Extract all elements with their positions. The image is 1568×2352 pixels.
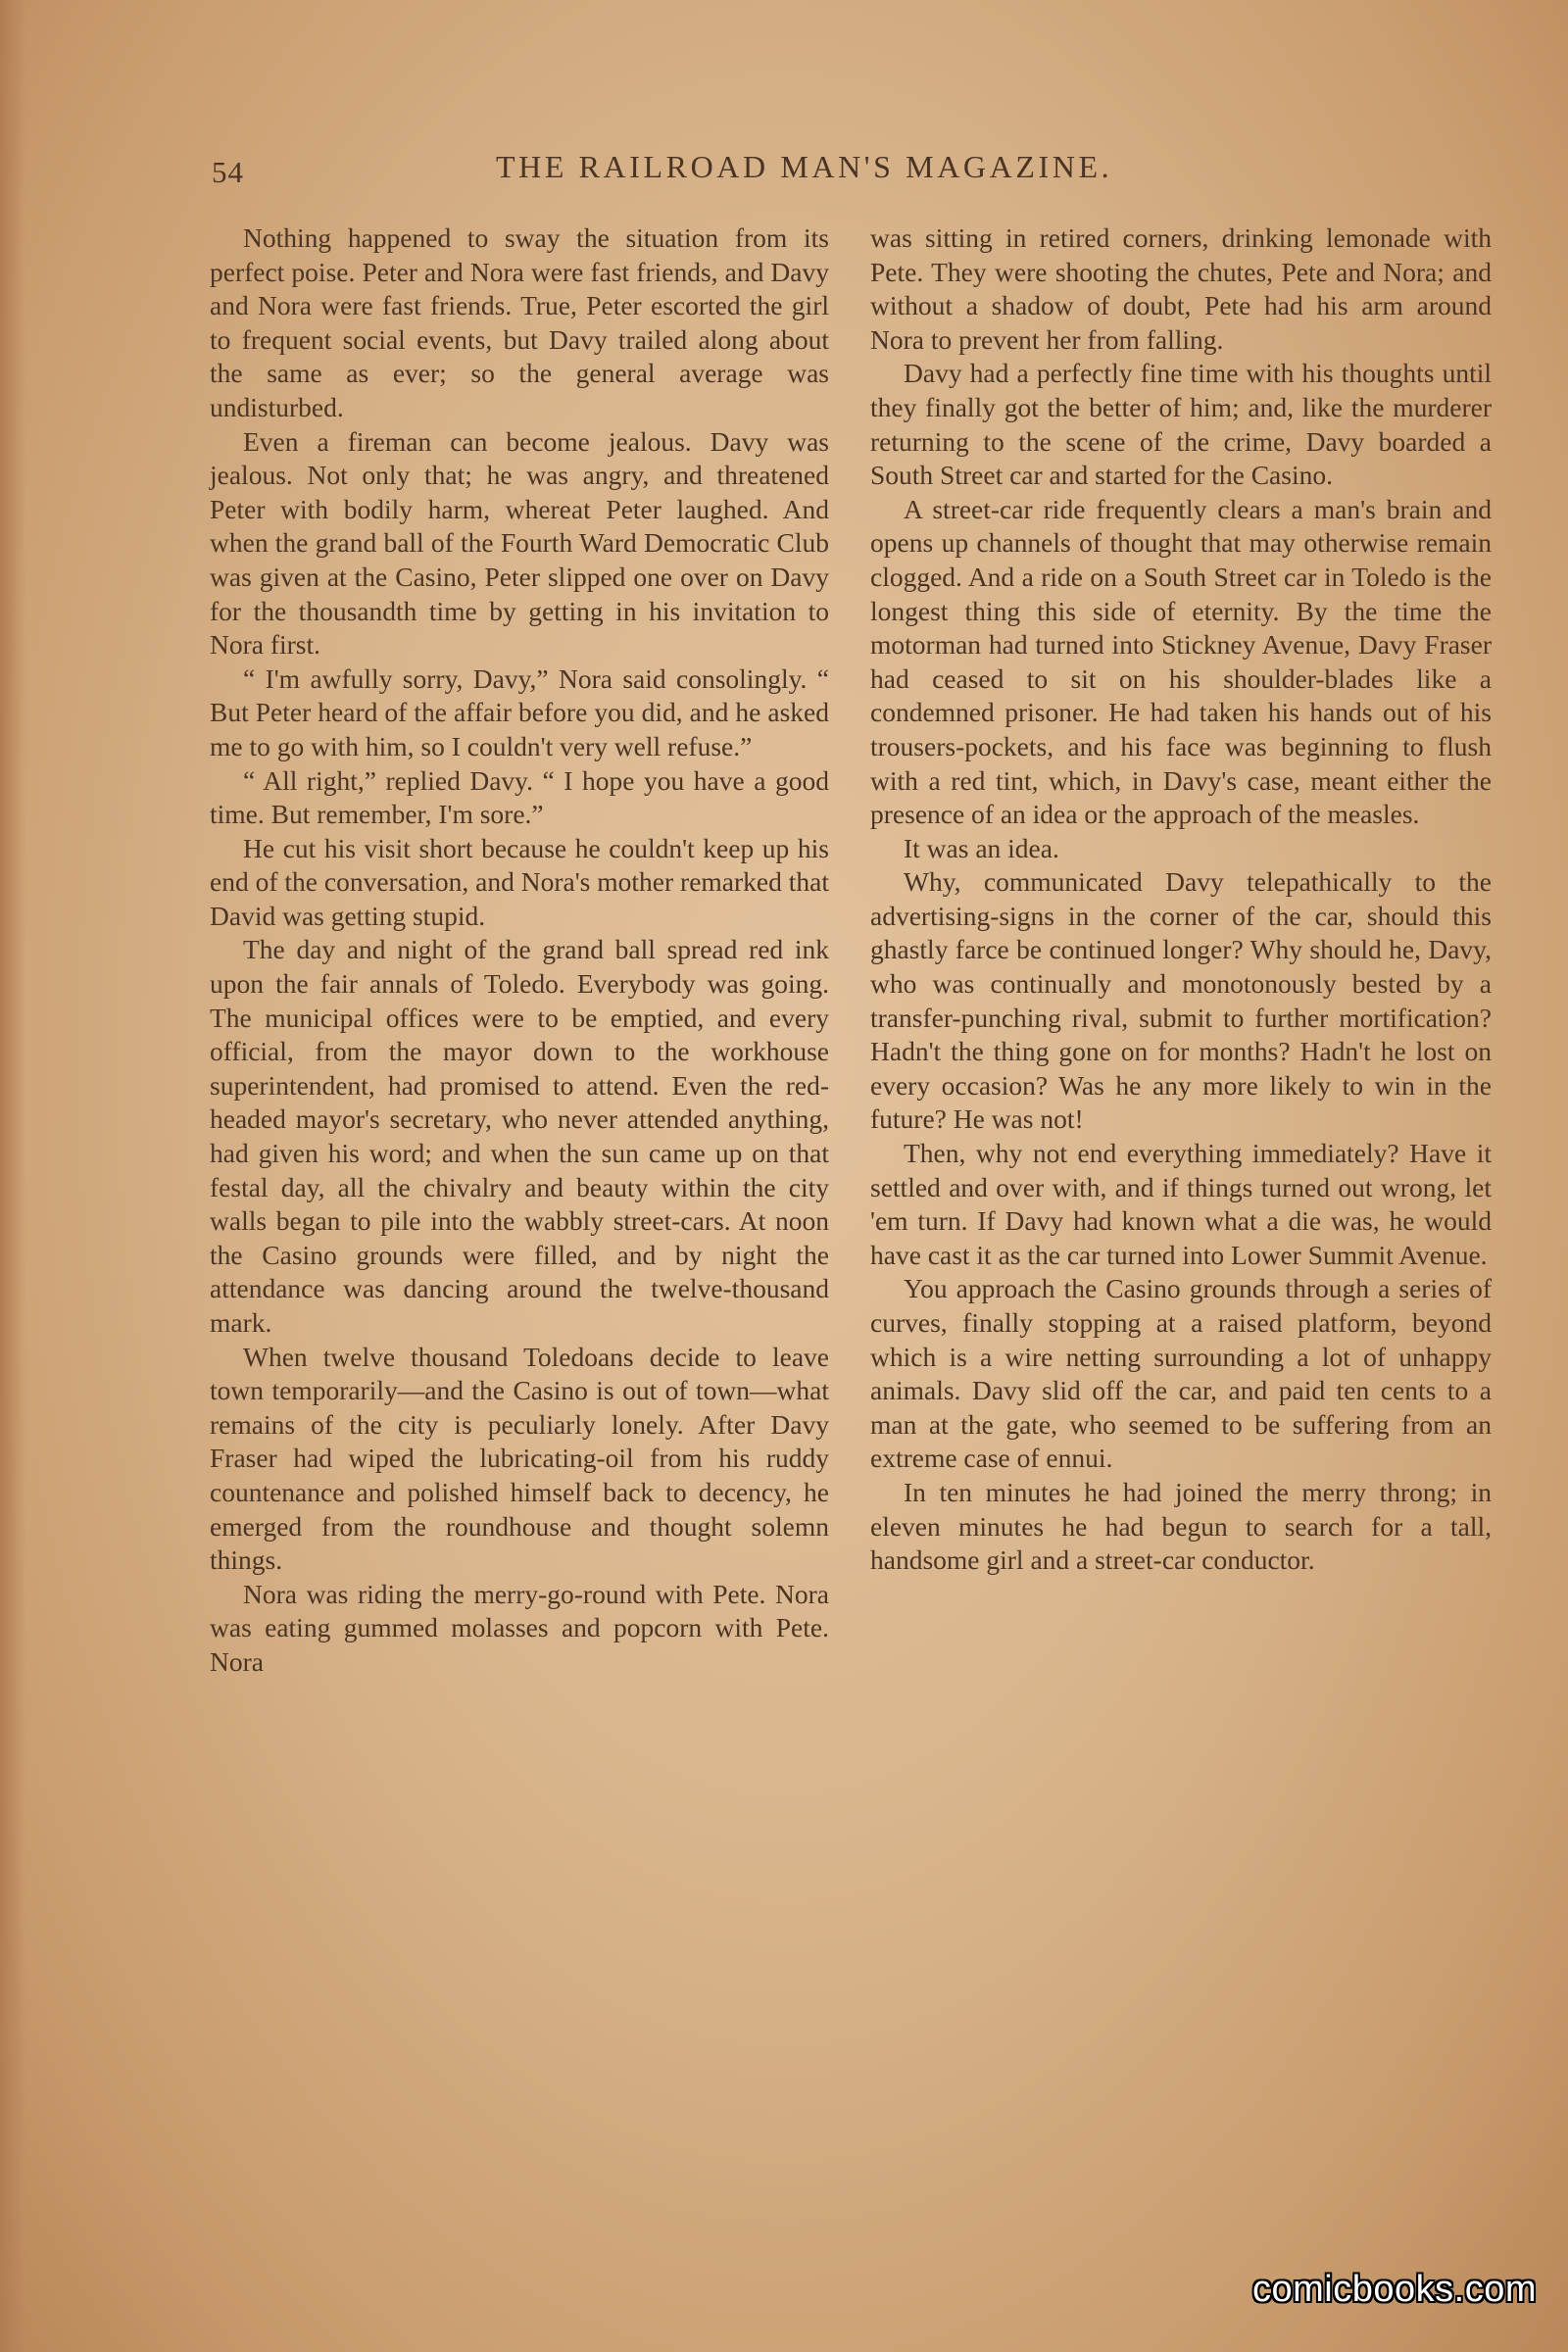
paragraph-continued: was sitting in retired corners, drinking lemonade with Pete. They were shooting the chutes, Pete and Nora; and without a shadow of doubt, Pete had his arm around Nora to prevent her from falling. <box>870 222 1492 355</box>
paragraph: Davy had a perfectly fine time with his thoughts until they finally got the better of him; and, like the murderer returning to the scene of the crime, Davy boarded a South Street car and started for the Casino. <box>870 358 1492 491</box>
page-header <box>212 149 1492 198</box>
watermark: comicbooks.com <box>1252 2269 1537 2310</box>
paragraph: Then, why not end everything immediately? Have it settled and over with, and if things turned out wrong, let 'em turn. If Davy had known what a die was, he would have cast it as the car turned into Lower Summit Avenue. <box>870 1138 1492 1270</box>
right-column <box>870 221 1492 1578</box>
paragraph: The day and night of the grand ball spread red ink upon the fair annals of Toledo. Everybody was going. The municipal offices were to be emptied, and every official, from the mayor down to the workhouse superintendent, had promised to attend. Even the red-headed mayor's secretary, who never attended anything, had given his word; and when the sun came up on that festal day, all the chivalry and beauty within the city walls began to pile into the wabbly street-cars. At noon the Casino grounds were filled, and by night the attendance was dancing around the twelve-thousand mark. <box>210 934 829 1338</box>
paragraph: “ All right,” replied Davy. “ I hope you have a good time. But remember, I'm sore.” <box>210 764 829 830</box>
paragraph: “ I'm awfully sorry, Davy,” Nora said consolingly. “ But Peter heard of the affair before you did, and he asked me to go with him, so I couldn't very well refuse.” <box>210 662 829 761</box>
paragraph: A street-car ride frequently clears a man's brain and opens up channels of thought that may otherwise remain clogged. And a ride on a South Street car in Toledo is the longest thing this side of eternity. By the time the motorman had turned into Stickney Avenue, Davy Fraser had ceased to sit on his shoulder-blades like a condemned prisoner. He had taken his hands out of his trousers-pockets, and his face was beginning to flush with a red tint, which, in Davy's case, meant either the presence of an idea or the approach of the measles. <box>870 493 1492 830</box>
page-number: 54 <box>212 155 244 189</box>
paragraph: Why, communicated Davy telepathically to the advertising-signs in the corner of the car, should this ghastly farce be continued longer? Why should he, Davy, who was continually and monotonously bested by a transfer-punching rival, submit to further mortification? Hadn't the thing gone on for months? Hadn't he lost on every occasion? Was he any more likely to win in the future? He was not! <box>870 866 1492 1135</box>
left-column <box>210 221 829 1680</box>
paragraph: It was an idea. <box>904 832 1059 863</box>
paragraph: Nothing happened to sway the situation from its perfect poise. Peter and Nora were fast friends, and Davy and Nora were fast friends. True, Peter escorted the girl to frequent social events, but Davy trailed along about the same as ever; so the general average was undisturbed. <box>210 222 829 422</box>
page-edge-shadow <box>0 0 25 2352</box>
paragraph: You approach the Casino grounds through a series of curves, finally stopping at a raised platform, beyond which is a wire netting surrounding a lot of unhappy animals. Davy slid off the car, and paid ten cents to a man at the gate, who seemed to be suffering from an extreme case of ennui. <box>870 1273 1492 1474</box>
paragraph: Even a fireman can become jealous. Davy was jealous. Not only that; he was angry, and threatened Peter with bodily harm, whereat Peter laughed. And when the grand ball of the Fourth Ward Democratic Club was given at the Casino, Peter slipped one over on Davy for the thousandth time by getting in his invitation to Nora first. <box>210 425 829 661</box>
paragraph: In ten minutes he had joined the merry throng; in eleven minutes he had begun to search for a tall, handsome girl and a street-car conductor. <box>870 1476 1492 1576</box>
paragraph: When twelve thousand Toledoans decide to leave town temporarily—and the Casino is out of town—what remains of the city is peculiarly lonely. After Davy Fraser had wiped the lubricating-oil from his ruddy countenance and polished himself back to decency, he emerged from the roundhouse and thought solemn things. <box>210 1341 829 1576</box>
paragraph: Nora was riding the merry-go-round with Pete. Nora was eating gummed molasses and popcorn with Pete. Nora <box>210 1578 829 1677</box>
running-title: THE RAILROAD MAN'S MAGAZINE. <box>496 149 1113 184</box>
paragraph: He cut his visit short because he couldn't keep up his end of the conversation, and Nora's mother remarked that David was getting stupid. <box>210 832 829 931</box>
